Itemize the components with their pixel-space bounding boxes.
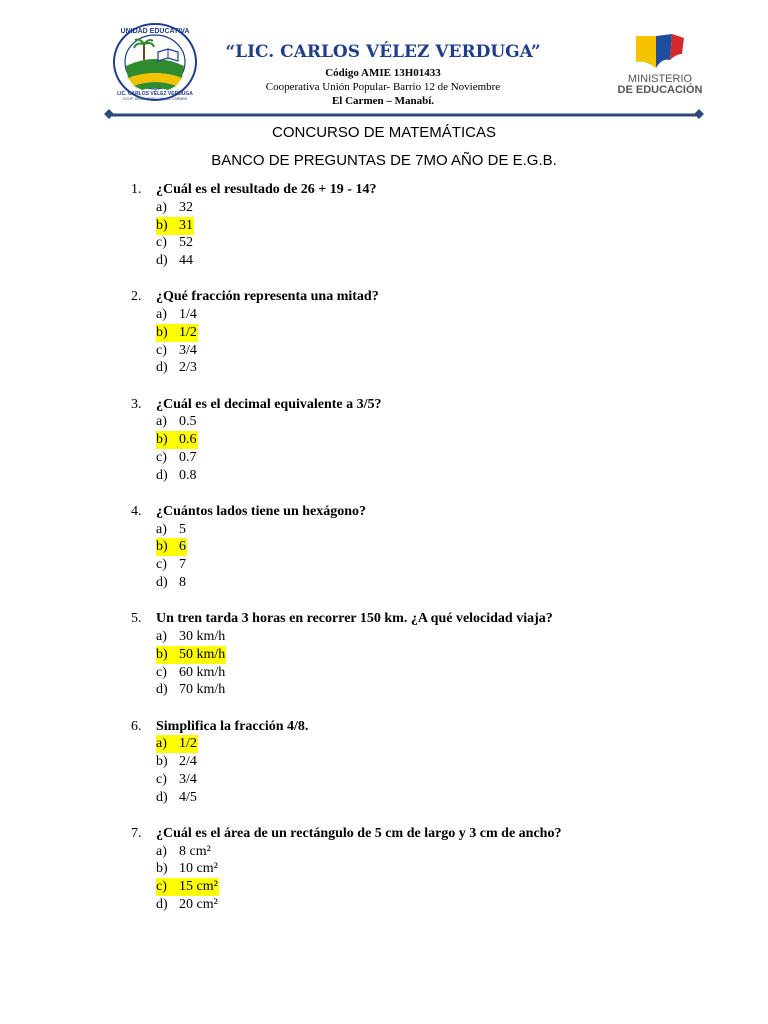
option-letter: d) bbox=[156, 253, 168, 269]
option-text: 10 cm² bbox=[179, 861, 218, 877]
answer-option bbox=[156, 681, 225, 699]
option-letter: c) bbox=[156, 664, 167, 680]
option-letter: d) bbox=[156, 467, 168, 483]
question-text: ¿Qué fracción representa una mitad? bbox=[156, 289, 379, 305]
answer-option bbox=[156, 753, 197, 771]
option-letter: d) bbox=[156, 575, 168, 591]
school-name: “LIC. CARLOS VÉLEZ VERDUGA” bbox=[225, 42, 541, 62]
option-letter: b) bbox=[156, 324, 168, 340]
question-number: 2. bbox=[131, 289, 142, 305]
option-text: 1/4 bbox=[179, 307, 197, 323]
answer-option bbox=[156, 556, 186, 574]
school-seal-top-text: UNIDAD EDUCATIVA bbox=[120, 28, 190, 35]
option-text: 50 km/h bbox=[179, 646, 226, 662]
answer-option bbox=[156, 521, 186, 539]
option-letter: d) bbox=[156, 896, 168, 912]
question-text: Simplifica la fracción 4/8. bbox=[156, 718, 309, 734]
option-letter: a) bbox=[156, 199, 167, 215]
answer-option bbox=[156, 413, 197, 431]
answer-option bbox=[156, 199, 193, 217]
answer-option-highlighted bbox=[156, 735, 198, 753]
question-text: Un tren tarda 3 horas en recorrer 150 km. ¿A qué velocidad viaja? bbox=[156, 611, 553, 627]
option-text: 52 bbox=[179, 235, 193, 251]
option-letter: b) bbox=[156, 861, 168, 877]
school-city: El Carmen – Manabí. bbox=[331, 95, 435, 107]
answer-option bbox=[156, 843, 211, 861]
answer-option bbox=[156, 789, 197, 807]
question-text: ¿Cuál es el resultado de 26 + 19 - 14? bbox=[156, 182, 377, 197]
option-text: 70 km/h bbox=[179, 682, 226, 698]
option-letter: c) bbox=[156, 342, 167, 358]
option-text: 20 cm² bbox=[179, 896, 218, 912]
answer-option bbox=[156, 574, 186, 592]
answer-option bbox=[156, 359, 197, 377]
school-seal-icon bbox=[112, 22, 198, 102]
option-text: 0.5 bbox=[179, 414, 197, 430]
option-text: 0.6 bbox=[179, 432, 197, 448]
option-text: 5 bbox=[179, 521, 186, 537]
option-text: 30 km/h bbox=[179, 628, 226, 644]
ministry-name-top: MINISTERIO bbox=[627, 73, 693, 85]
question-number: 7. bbox=[131, 825, 142, 841]
option-text: 31 bbox=[179, 217, 193, 233]
option-text: 2/4 bbox=[179, 754, 197, 770]
question-text: ¿Cuál es el área de un rectángulo de 5 cm de largo y 3 cm de ancho? bbox=[156, 825, 562, 841]
school-seal-bottom-text: LIC. CARLOS VÉLEZ VERDUGA bbox=[117, 91, 193, 97]
option-text: 0.8 bbox=[179, 467, 197, 483]
school-seal-footer-text: COOP. UNIÓN POPULAR - EL CARMEN bbox=[122, 97, 188, 101]
option-text: 3/4 bbox=[179, 342, 197, 358]
question-number: 6. bbox=[131, 718, 142, 734]
header-divider bbox=[104, 109, 704, 121]
school-address: Cooperativa Unión Popular- Barrio 12 de Noviembre bbox=[265, 81, 501, 93]
option-letter: b) bbox=[156, 754, 168, 770]
answer-option-highlighted bbox=[156, 878, 219, 896]
answer-option bbox=[156, 664, 225, 682]
document-header bbox=[0, 0, 768, 125]
answer-option bbox=[156, 467, 197, 485]
option-letter: a) bbox=[156, 628, 167, 644]
answer-option-highlighted bbox=[156, 538, 187, 556]
option-letter: a) bbox=[156, 843, 167, 859]
answer-option bbox=[156, 860, 218, 878]
question-bank-title: BANCO DE PREGUNTAS DE 7MO AÑO DE E.G.B. bbox=[211, 152, 557, 169]
answer-option bbox=[156, 306, 197, 324]
option-letter: c) bbox=[156, 879, 167, 895]
option-text: 4/5 bbox=[179, 789, 197, 805]
option-letter: c) bbox=[156, 557, 167, 573]
question-text: ¿Cuántos lados tiene un hexágono? bbox=[156, 503, 367, 519]
option-text: 44 bbox=[179, 253, 193, 269]
question-number: 4. bbox=[131, 503, 142, 519]
answer-option bbox=[156, 342, 197, 360]
answer-option bbox=[156, 896, 218, 914]
option-letter: d) bbox=[156, 682, 168, 698]
answer-option bbox=[156, 628, 225, 646]
answer-option bbox=[156, 252, 193, 270]
answer-option-highlighted bbox=[156, 324, 198, 342]
option-text: 8 bbox=[179, 575, 186, 591]
option-letter: b) bbox=[156, 217, 168, 233]
option-letter: c) bbox=[156, 771, 167, 787]
answer-option-highlighted bbox=[156, 431, 198, 449]
option-text: 15 cm² bbox=[179, 879, 218, 895]
answer-option bbox=[156, 771, 197, 789]
option-letter: d) bbox=[156, 789, 168, 805]
option-text: 0.7 bbox=[179, 449, 197, 465]
option-text: 60 km/h bbox=[179, 664, 226, 680]
option-text: 32 bbox=[179, 199, 193, 215]
option-letter: b) bbox=[156, 432, 168, 448]
option-letter: c) bbox=[156, 449, 167, 465]
option-text: 3/4 bbox=[179, 771, 197, 787]
option-text: 2/3 bbox=[179, 360, 197, 376]
question-number: 3. bbox=[131, 396, 142, 412]
option-text: 6 bbox=[179, 539, 186, 555]
option-letter: a) bbox=[156, 736, 167, 752]
option-text: 8 cm² bbox=[179, 843, 211, 859]
option-letter: a) bbox=[156, 521, 167, 537]
question-number: 1. bbox=[131, 182, 142, 197]
question-number: 5. bbox=[131, 611, 142, 627]
question-text: ¿Cuál es el decimal equivalente a 3/5? bbox=[156, 396, 382, 412]
option-letter: b) bbox=[156, 646, 168, 662]
option-letter: c) bbox=[156, 235, 167, 251]
option-letter: a) bbox=[156, 414, 167, 430]
amie-code: Código AMIE 13H01433 bbox=[325, 67, 441, 79]
option-letter: a) bbox=[156, 307, 167, 323]
option-text: 7 bbox=[179, 557, 186, 573]
answer-option bbox=[156, 449, 197, 467]
option-text: 1/2 bbox=[179, 324, 197, 340]
contest-title: CONCURSO DE MATEMÁTICAS bbox=[272, 124, 496, 141]
option-text: 1/2 bbox=[179, 736, 197, 752]
ministry-name-bottom: DE EDUCACIÓN bbox=[617, 84, 703, 96]
answer-option bbox=[156, 234, 193, 252]
answer-option-highlighted bbox=[156, 217, 194, 235]
answer-option-highlighted bbox=[156, 646, 226, 664]
option-letter: b) bbox=[156, 539, 168, 555]
option-letter: d) bbox=[156, 360, 168, 376]
